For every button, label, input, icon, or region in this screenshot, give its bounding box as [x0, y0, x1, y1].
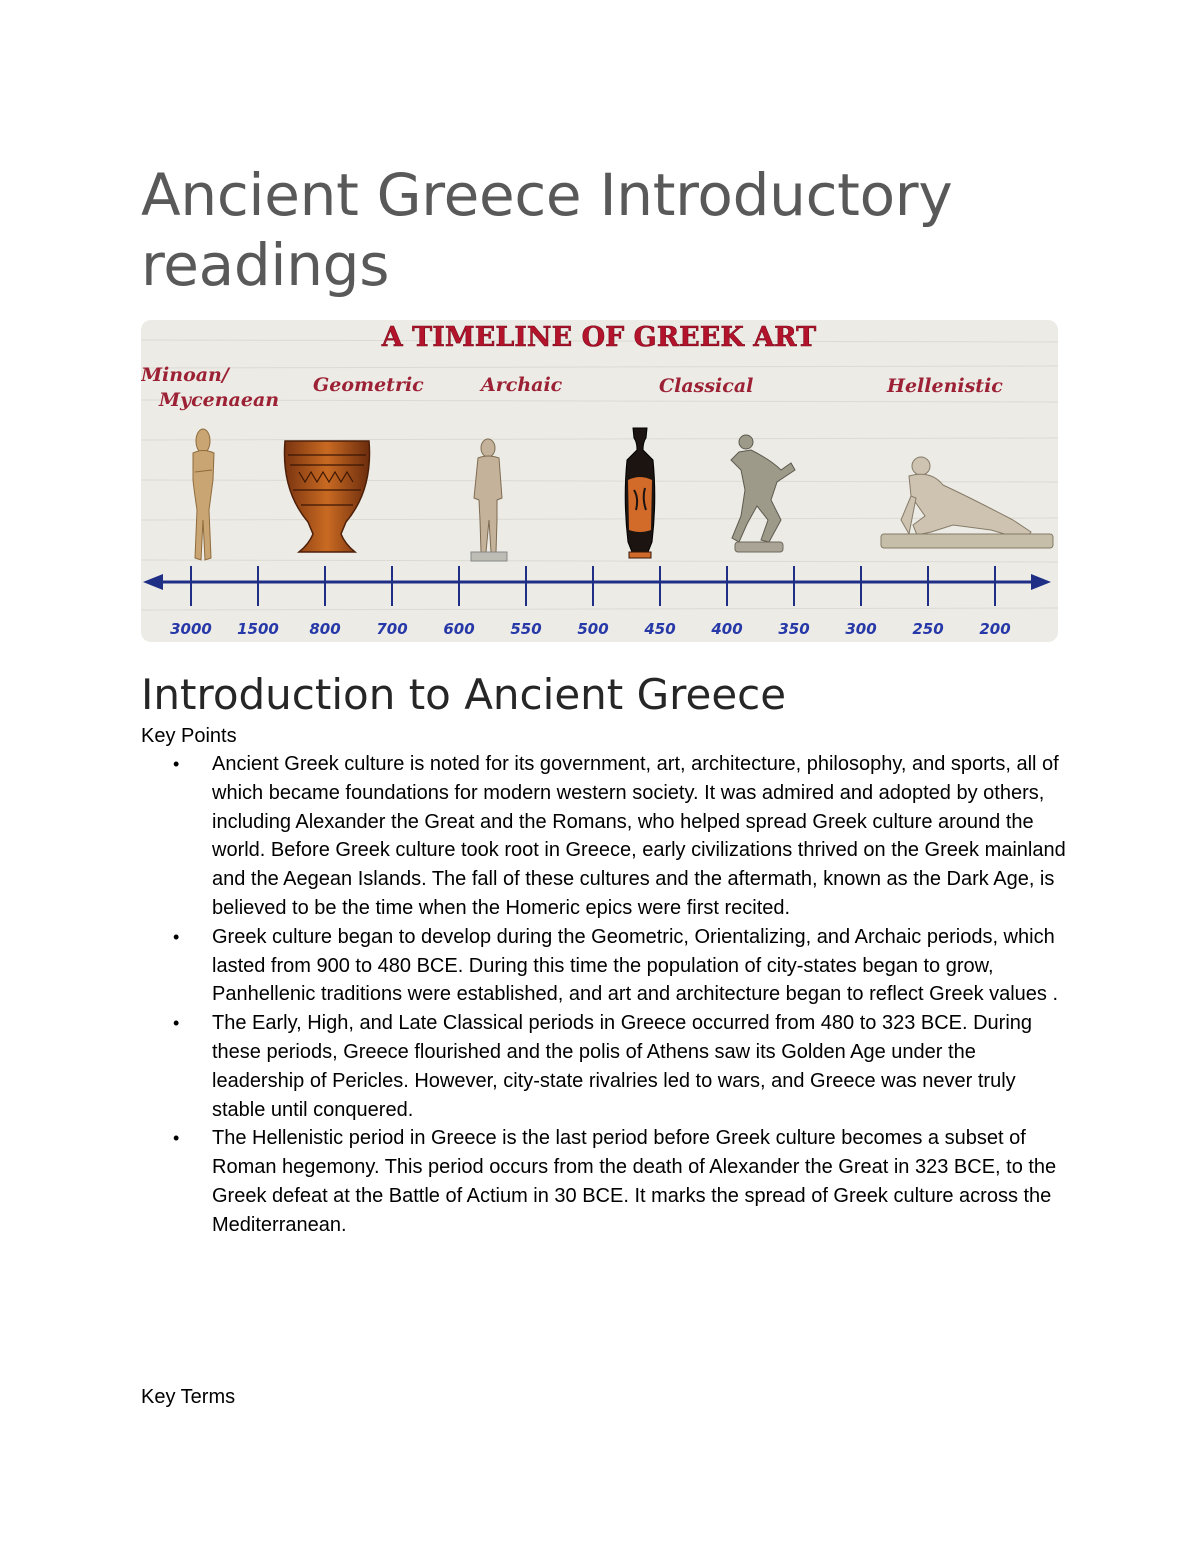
- period-label-mycenaean: Mycenaean: [159, 389, 280, 411]
- period-label-hellenistic: Hellenistic: [887, 375, 1003, 397]
- timeline-tick-label: 1500: [237, 620, 279, 638]
- timeline-svg: [141, 320, 1058, 642]
- timeline-heading: A TIMELINE OF GREEK ART: [381, 322, 817, 353]
- timeline-tick-label: 250: [912, 620, 944, 638]
- key-points-list: [141, 750, 1071, 1240]
- section-heading: Introduction to Ancient Greece: [141, 670, 787, 719]
- period-label-minoan: Minoan/: [141, 364, 229, 386]
- key-terms-label: Key Terms: [141, 1386, 236, 1408]
- period-label-classical: Classical: [659, 375, 754, 397]
- timeline-tick-label: 3000: [170, 620, 212, 638]
- list-item-text: Greek culture began to develop during the Geometric, Orientalizing, and Archaic periods, which lasted from 900 to 480 BCE. During this time the population of city-states began to grow, Panhellenic traditions were established, and art and architecture began to reflect Greek values .: [212, 925, 1059, 1006]
- timeline-tick-label: 550: [510, 620, 542, 638]
- list-item: [141, 1009, 1071, 1124]
- list-item: [141, 1124, 1071, 1239]
- bullet-icon: •: [173, 754, 180, 774]
- list-item-text: Ancient Greek culture is noted for its government, art, architecture, philosophy, and sports, all of which became foundations for modern western society. It was admired and adopted by others, including Alexander the Great and the Romans, who helped spread Greek culture around the world. Before Greek culture took root in Greece, early civilizations thrived on the Greek mainland and the Aegean Islands. The fall of these cultures and the aftermath, known as the Dark Age, is believed to be the time when the Homeric epics were first recited.: [212, 753, 1066, 919]
- period-label-archaic: Archaic: [481, 374, 563, 396]
- timeline-tick-label: 500: [577, 620, 609, 638]
- timeline-tick-label: 300: [845, 620, 877, 638]
- bullet-icon: •: [173, 926, 180, 947]
- list-item-text: The Early, High, and Late Classical periods in Greece occurred from 480 to 323 BCE. During these periods, Greece flourished and the polis of Athens saw its Golden Age under the leadership of Pericles. However, city-state rivalries led to wars, and Greece was never truly stable until conquered.: [212, 1012, 1033, 1121]
- timeline-tick-label: 600: [443, 620, 475, 638]
- list-item: [141, 750, 1071, 923]
- timeline-tick-label: 350: [778, 620, 810, 638]
- list-item: [141, 923, 1071, 1009]
- document-title: Ancient Greece Introductory readings: [141, 161, 953, 299]
- greek-art-timeline-figure: [141, 320, 1058, 642]
- timeline-tick-label: 700: [376, 620, 408, 638]
- bullet-icon: •: [173, 1128, 180, 1149]
- bullet-icon: •: [173, 1013, 180, 1034]
- timeline-tick-label: 800: [309, 620, 341, 638]
- timeline-tick-label: 200: [979, 620, 1011, 638]
- key-points-label: Key Points: [141, 725, 237, 747]
- list-item-text: The Hellenistic period in Greece is the last period before Greek culture becomes a subset of Roman hegemony. This period occurs from the death of Alexander the Great in 323 BCE, to the Greek defeat at the Battle of Actium in 30 BCE. It marks the spread of Greek culture across the Mediterranean.: [212, 1127, 1057, 1236]
- period-label-geometric: Geometric: [313, 374, 424, 396]
- timeline-tick-label: 450: [644, 620, 676, 638]
- timeline-tick-label: 400: [711, 620, 743, 638]
